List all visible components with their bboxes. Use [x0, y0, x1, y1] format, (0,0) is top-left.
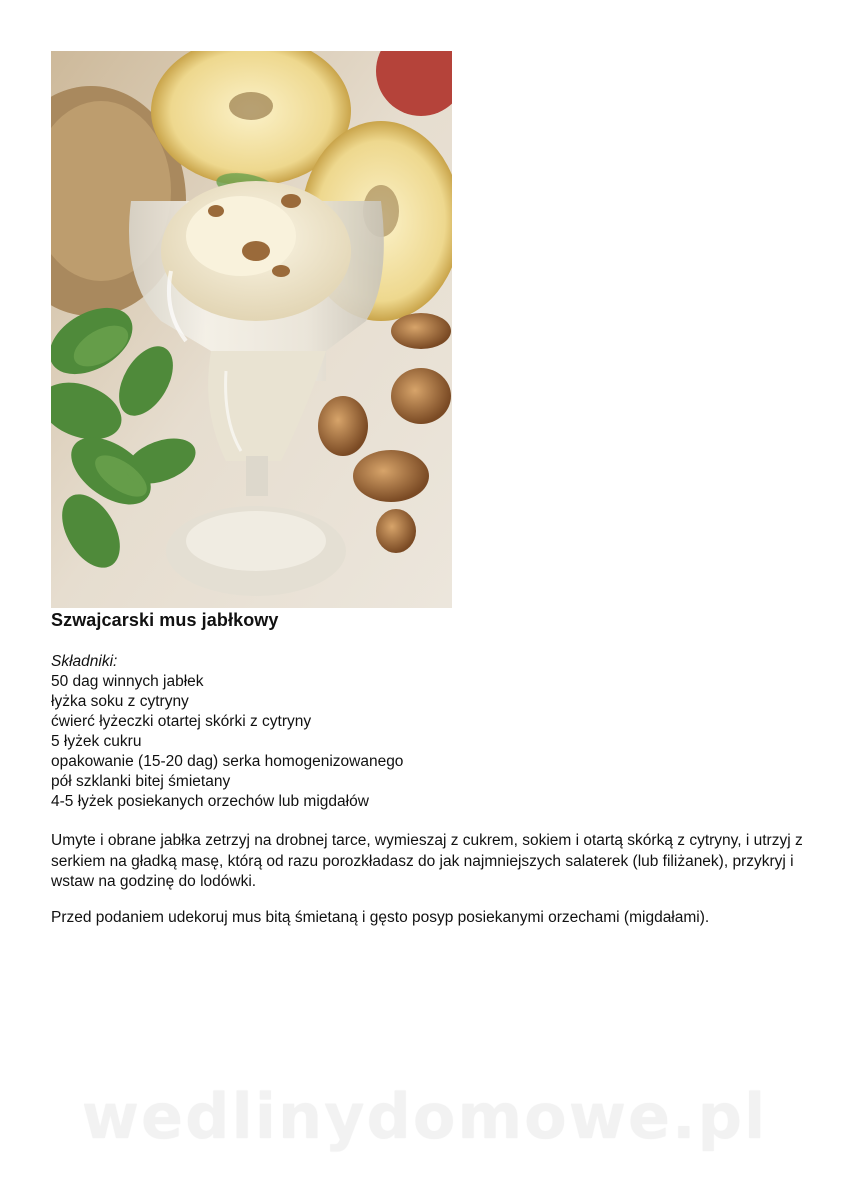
ingredient-item: 5 łyżek cukru — [51, 733, 142, 750]
ingredient-item: ćwierć łyżeczki otartej skórki z cytryny — [51, 713, 312, 730]
serving-paragraph: Przed podaniem udekoruj mus bitą śmietaną i gęsto posyp posiekanymi orzechami (migdałami). — [51, 909, 710, 926]
dessert-photo — [51, 51, 452, 608]
ingredient-item: pół szklanki bitej śmietany — [51, 773, 231, 790]
ingredient-item: 50 dag winnych jabłek — [51, 673, 204, 690]
ingredients-list — [51, 672, 403, 812]
ingredients-section — [51, 652, 403, 812]
ingredient-item: 4-5 łyżek posiekanych orzechów lub migdałów — [51, 793, 369, 810]
ingredient-item: łyżka soku z cytryny — [51, 693, 189, 710]
site-watermark: wedlinydomowe.pl — [81, 1080, 768, 1153]
recipe-title: Szwajcarski mus jabłkowy — [51, 610, 279, 630]
ingredient-item: opakowanie (15-20 dag) serka homogenizowanego — [51, 753, 404, 770]
ingredients-label: Składniki: — [51, 653, 118, 670]
instructions-paragraph: Umyte i obrane jabłka zetrzyj na drobnej tarce, wymieszaj z cukrem, sokiem i otartą skórką z cytryny, i utrzyj z serkiem na gładką masę, którą od razu porozkładasz do jak najmniejszych salaterek (lub filiżanek), przykryj i wstaw na godzinę do lodówki. — [51, 832, 803, 890]
